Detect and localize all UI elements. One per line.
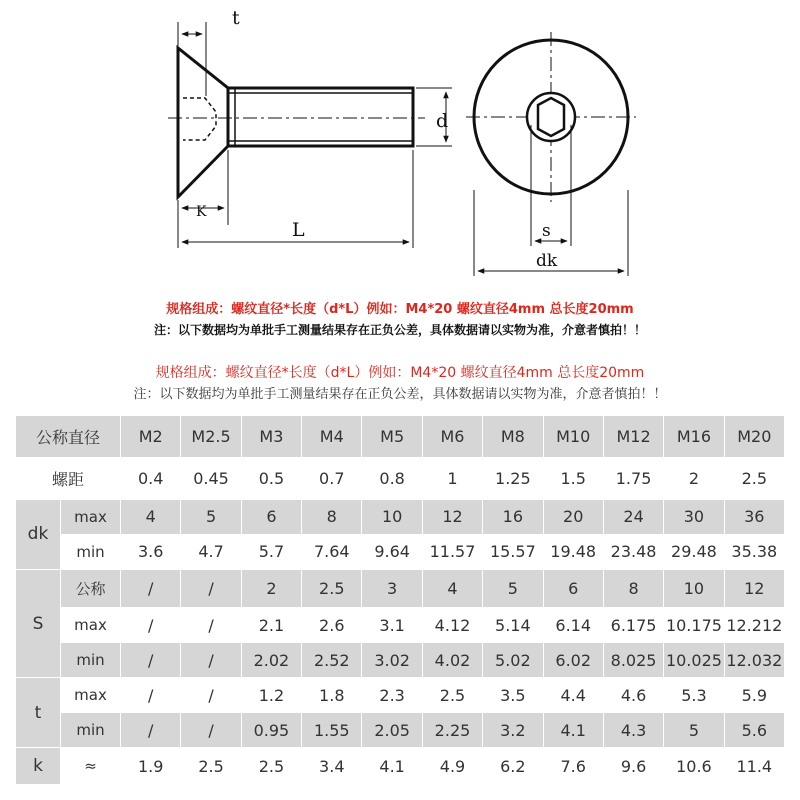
value-cell: 4.9 (422, 748, 482, 785)
value-cell: 5.9 (724, 678, 784, 713)
value-cell: 2.5 (724, 457, 784, 499)
value-cell: 3.4 (302, 748, 362, 785)
value-cell: 12 (422, 499, 482, 534)
tolerance-disclaimer: 注：以下数据均为单批手工测量结果存在正负公差，具体数据请以实物为准，介意者慎拍！！ (153, 323, 646, 337)
value-cell: 6.14 (543, 608, 603, 643)
spec-format-note-red-secondary: 规格组成：螺纹直径*长度（d*L）例如：M4*20 螺纹直径4mm 总长度20mm (155, 365, 645, 381)
value-cell: 2.5 (241, 748, 301, 785)
value-cell: 6.02 (543, 643, 603, 678)
top-view (466, 32, 636, 276)
size-header-cell: M6 (422, 416, 482, 458)
label-dk: dk (536, 251, 558, 271)
sub-label-approx: ≈ (61, 748, 121, 785)
value-cell: 0.5 (241, 457, 301, 499)
dimension-spec-table (15, 415, 785, 785)
table-row (16, 416, 785, 458)
value-cell: / (181, 608, 241, 643)
value-cell: / (121, 608, 181, 643)
value-cell: 8 (603, 569, 663, 607)
value-cell: 5.3 (664, 678, 724, 713)
value-cell: 1.75 (603, 457, 663, 499)
tolerance-disclaimer-secondary: 注：以下数据均为单批手工测量结果存在正负公差，具体数据请以实物为准，介意者慎拍！！ (133, 387, 667, 402)
value-cell: / (181, 643, 241, 678)
value-cell: 1 (422, 457, 482, 499)
value-cell: 11.4 (724, 748, 784, 785)
size-header-cell: M12 (603, 416, 663, 458)
value-cell: / (181, 713, 241, 748)
value-cell: 4.1 (543, 713, 603, 748)
size-header-cell: M2 (121, 416, 181, 458)
value-cell: 30 (664, 499, 724, 534)
value-cell: 35.38 (724, 534, 784, 569)
sub-label-nominal: 公称 (61, 569, 121, 607)
value-cell: 3.02 (362, 643, 422, 678)
value-cell: 4.4 (543, 678, 603, 713)
value-cell: 1.25 (483, 457, 543, 499)
value-cell: 10.175 (664, 608, 724, 643)
value-cell: 5.02 (483, 643, 543, 678)
label-d: d (436, 110, 449, 132)
value-cell: 4 (422, 569, 482, 607)
value-cell: 5.14 (483, 608, 543, 643)
size-header-cell: M10 (543, 416, 603, 458)
value-cell: 2 (664, 457, 724, 499)
value-cell: 0.7 (302, 457, 362, 499)
group-dk-cell: dk (16, 499, 61, 569)
top-view-labels (536, 221, 558, 271)
label-t: t (232, 7, 240, 29)
value-cell: 8 (302, 499, 362, 534)
value-cell: 4.6 (603, 678, 663, 713)
value-cell: 2.1 (241, 608, 301, 643)
value-cell: 2.5 (181, 748, 241, 785)
size-header-cell: M5 (362, 416, 422, 458)
value-cell: 3.6 (121, 534, 181, 569)
value-cell: 9.6 (603, 748, 663, 785)
value-cell: 24 (603, 499, 663, 534)
label-k: K (196, 204, 207, 220)
value-cell: / (181, 569, 241, 607)
value-cell: 36 (724, 499, 784, 534)
table-row (16, 678, 785, 713)
value-cell: 3 (362, 569, 422, 607)
value-cell: 0.8 (362, 457, 422, 499)
value-cell: 5 (664, 713, 724, 748)
value-cell: 6 (241, 499, 301, 534)
value-cell: 0.95 (241, 713, 301, 748)
size-header-cell: M4 (302, 416, 362, 458)
group-s-cell: S (16, 569, 61, 677)
sub-label-min: min (61, 534, 121, 569)
value-cell: / (121, 713, 181, 748)
value-cell: 6.175 (603, 608, 663, 643)
size-header-cell: M2.5 (181, 416, 241, 458)
value-cell: 15.57 (483, 534, 543, 569)
value-cell: 10 (664, 569, 724, 607)
table-row (16, 643, 785, 678)
value-cell: 7.64 (302, 534, 362, 569)
value-cell: / (181, 678, 241, 713)
value-cell: 5 (181, 499, 241, 534)
value-cell: 4.02 (422, 643, 482, 678)
value-cell: 16 (483, 499, 543, 534)
value-cell: 0.45 (181, 457, 241, 499)
value-cell: 9.64 (362, 534, 422, 569)
value-cell: 1.9 (121, 748, 181, 785)
value-cell: 2.52 (302, 643, 362, 678)
value-cell: 1.2 (241, 678, 301, 713)
value-cell: 23.48 (603, 534, 663, 569)
screw-technical-drawing (0, 0, 800, 290)
value-cell: 4.1 (362, 748, 422, 785)
size-header-cell: M3 (241, 416, 301, 458)
spec-format-note-red: 规格组成：螺纹直径*长度（d*L）例如：M4*20 螺纹直径4mm 总长度20mm (166, 302, 634, 317)
value-cell: 8.025 (603, 643, 663, 678)
table-row (16, 569, 785, 607)
table-row (16, 748, 785, 785)
value-cell: 7.6 (543, 748, 603, 785)
value-cell: 2.25 (422, 713, 482, 748)
value-cell: 12 (724, 569, 784, 607)
label-s: s (542, 221, 551, 241)
value-cell: 4.3 (603, 713, 663, 748)
value-cell: 0.4 (121, 457, 181, 499)
value-cell: 1.8 (302, 678, 362, 713)
group-k-cell: k (16, 748, 61, 785)
header-label-cell: 公称直径 (16, 416, 121, 458)
value-cell: 3.2 (483, 713, 543, 748)
value-cell: 10.025 (664, 643, 724, 678)
value-cell: / (121, 678, 181, 713)
sub-label-min: min (61, 713, 121, 748)
value-cell: 4.7 (181, 534, 241, 569)
table-row (16, 499, 785, 534)
size-header-cell: M8 (483, 416, 543, 458)
value-cell: 5.6 (724, 713, 784, 748)
value-cell: 4.12 (422, 608, 482, 643)
value-cell: 12.212 (724, 608, 784, 643)
label-L: L (292, 219, 305, 241)
value-cell: 4 (121, 499, 181, 534)
value-cell: 2.3 (362, 678, 422, 713)
value-cell: 1.55 (302, 713, 362, 748)
sub-label-max: max (61, 678, 121, 713)
table-row (16, 457, 785, 499)
table-row (16, 713, 785, 748)
value-cell: 11.57 (422, 534, 482, 569)
value-cell: 19.48 (543, 534, 603, 569)
pitch-label-cell: 螺距 (16, 457, 121, 499)
sub-label-min: min (61, 643, 121, 678)
value-cell: 10.6 (664, 748, 724, 785)
value-cell: 5.7 (241, 534, 301, 569)
sub-label-max: max (61, 499, 121, 534)
value-cell: 2 (241, 569, 301, 607)
side-view (168, 22, 452, 248)
size-header-cell: M16 (664, 416, 724, 458)
value-cell: 2.5 (422, 678, 482, 713)
value-cell: 10 (362, 499, 422, 534)
value-cell: 5 (483, 569, 543, 607)
table-row (16, 608, 785, 643)
sub-label-max: max (61, 608, 121, 643)
value-cell: 20 (543, 499, 603, 534)
value-cell: 29.48 (664, 534, 724, 569)
value-cell: / (121, 569, 181, 607)
value-cell: 3.1 (362, 608, 422, 643)
value-cell: 6 (543, 569, 603, 607)
value-cell: 2.6 (302, 608, 362, 643)
value-cell: 6.2 (483, 748, 543, 785)
value-cell: 1.5 (543, 457, 603, 499)
value-cell: 3.5 (483, 678, 543, 713)
value-cell: 2.5 (302, 569, 362, 607)
value-cell: 2.05 (362, 713, 422, 748)
size-header-cell: M20 (724, 416, 784, 458)
table-row (16, 534, 785, 569)
value-cell: 2.02 (241, 643, 301, 678)
value-cell: / (121, 643, 181, 678)
value-cell: 12.032 (724, 643, 784, 678)
group-t-cell: t (16, 678, 61, 748)
